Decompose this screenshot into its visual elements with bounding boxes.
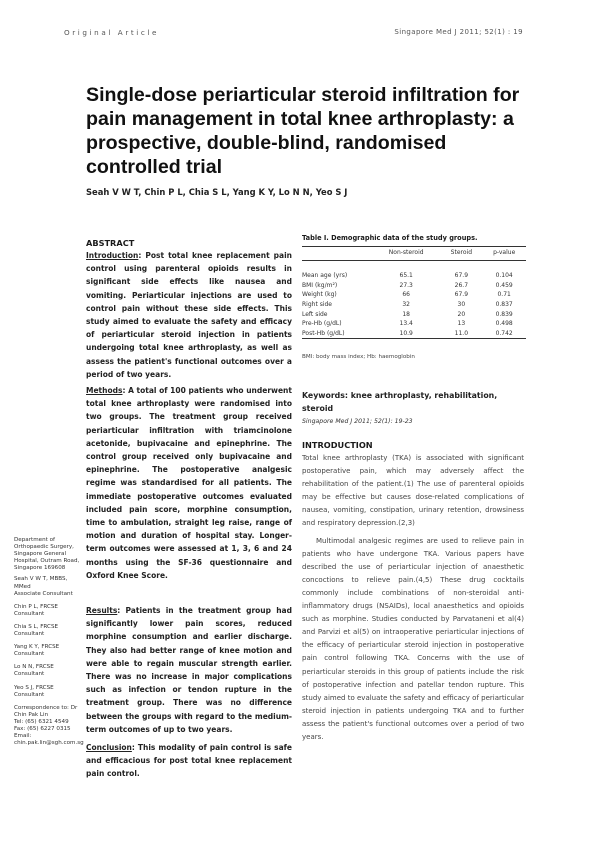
table-cell: 0.71	[497, 291, 511, 299]
table-cell: 0.459	[495, 281, 513, 289]
author-credential: Yeo S J, FRCSE	[14, 684, 54, 691]
table-cell: Weight (kg)	[302, 291, 337, 299]
table-cell: 0.839	[495, 310, 513, 318]
affiliation-sidebar	[14, 537, 84, 747]
fax: Fax: (65) 6227 0315	[14, 725, 71, 732]
table-header-cell: Non-steroid	[372, 247, 440, 261]
table-cell: 32	[402, 301, 410, 309]
methods-label: Methods	[86, 386, 123, 395]
author-role: Consultant	[14, 610, 45, 617]
table-row	[302, 281, 526, 291]
table-cell: 0.104	[495, 272, 513, 280]
table-cell: 67.9	[454, 291, 469, 299]
introduction-heading: INTRODUCTION	[302, 440, 373, 450]
table-cell: 66	[402, 291, 410, 299]
table-cell: 13	[457, 320, 466, 328]
table-cell: Mean age (yrs)	[302, 272, 348, 280]
table-row	[302, 261, 526, 281]
table-cell: Post-Hb (g/dL)	[302, 329, 372, 339]
author-role: Consultant	[14, 651, 45, 658]
table-cell: 18	[402, 310, 410, 318]
table-cell: Pre-Hb (g/dL)	[302, 320, 342, 328]
table-cell: 67.9	[454, 272, 469, 280]
table-cell: 30	[457, 301, 466, 309]
demographics-table	[302, 246, 526, 339]
table-cell: 0.742	[482, 329, 526, 339]
results-label: Results	[86, 606, 118, 615]
introduction-label: Introduction	[86, 251, 139, 260]
table-header-cell: Steroid	[440, 247, 482, 261]
table-cell: 13.4	[399, 320, 413, 328]
table-row	[302, 290, 526, 300]
table-header-row	[302, 247, 526, 261]
table-cell: 27.3	[399, 281, 413, 289]
table-cell: 10.9	[372, 329, 440, 339]
author-role: Consultant	[14, 691, 45, 698]
journal-reference: Singapore Med J 2011; 52(1) : 19	[394, 28, 523, 36]
department-address: Department of Orthopaedic Surgery, Singapore General Hospital, Outram Road, Singapore 169608	[14, 537, 80, 572]
table-header-cell	[302, 247, 372, 261]
introduction-body	[302, 452, 524, 744]
author-list: Seah V W T, Chin P L, Chia S L, Yang K Y, Lo N N, Yeo S J	[86, 187, 348, 197]
table-footnote: BMI: body mass index; Hb: haemoglobin	[302, 354, 415, 360]
author-credential: Chin P L, FRCSE	[14, 603, 58, 610]
introduction-text: : Post total knee replacement pain control using parenteral opioids results in significant side effects like nausea and vomiting. Periarticular injections are used to control pain without these side effects. This study aimed to evaluate the safety and efficacy of periarticular steroid injection in patients undergoing total knee arthroplasty, as well as assess the patient's functional outcomes over a period of two years.	[86, 251, 292, 379]
paragraph: Multimodal analgesic regimes are used to relieve pain in patients who have undergone TKA. Various papers have described the use of periarticular injection of anaesthetic concoctions to relieve pain.(4,5) These drug cocktails commonly include combinations of non-steroidal anti-inflammatory drugs (NSAIDs), local anaesthetics and opioids such as morphine. Studies conducted by Parvataneni et al(4) and Parvizi et al(5) on intraoperative periarticular injections of the efficacy of periarticular steroid injection in postoperative pain control following TKA. Concerns with the use of periarticular steroids in this group of patients include the risk of postoperative infection and patellar tendon rupture. This study aimed to evaluate the safety and efficacy of periarticular steroid injection in patients undergoing TKA and to further assess the patient's functional outcomes over a period of two years.	[302, 536, 524, 741]
author-credential: Lo N N, FRCSE	[14, 664, 54, 671]
abstract-methods	[86, 384, 292, 582]
abstract-results	[86, 604, 292, 736]
section-label: Original Article	[64, 28, 160, 37]
author-credential: Seah V W T, MBBS, MMed	[14, 576, 68, 590]
table-row	[302, 300, 526, 310]
table-cell: Right side	[302, 301, 332, 309]
table-cell: Left side	[302, 310, 328, 318]
author-role: Associate Consultant	[14, 590, 73, 597]
email: Email: chin.pak.lin@sgh.com.sg	[14, 733, 84, 747]
table-cell: 20	[457, 310, 466, 318]
table-cell: 0.837	[495, 301, 513, 309]
conclusion-label: Conclusion	[86, 743, 132, 752]
results-text: : Patients in the treatment group had significantly lower pain scores, reduced morphine consumption and earlier discharge. They also had better range of knee motion and were able to regain muscular strength earlier. There was no increase in major complications such as infection or tendon rupture in the treatment group. There was no difference between the groups with regard to the medium-term outcomes of up to two years.	[86, 606, 292, 734]
correspondence: Correspondence to: Dr Chin Pak Lin	[14, 704, 78, 718]
table-cell: 0.498	[495, 320, 513, 328]
telephone: Tel: (65) 6321 4549	[14, 718, 69, 725]
citation: Singapore Med J 2011; 52(1): 19-23	[302, 418, 413, 425]
table-cell: 26.7	[454, 281, 469, 289]
table-cell: 65.1	[399, 272, 413, 280]
abstract-conclusion	[86, 741, 292, 781]
table-cell: BMI (kg/m²)	[302, 281, 338, 289]
table-row	[302, 329, 526, 339]
author-role: Consultant	[14, 671, 45, 678]
author-credential: Chia S L, FRCSE	[14, 623, 59, 630]
author-role: Consultant	[14, 631, 45, 638]
table-title: Table I. Demographic data of the study groups.	[302, 234, 478, 242]
keywords: Keywords: knee arthroplasty, rehabilitation, steroid	[302, 391, 498, 413]
article-title: Single-dose periarticular steroid infiltration for pain management in total knee arthroplasty: a prospective, double-blind, randomised controlled trial	[86, 84, 520, 178]
paragraph: Total knee arthroplasty (TKA) is associated with significant postoperative pain, which may adversely affect the rehabilitation of the patient.(1) The use of parenteral opioids may be effective but causes dose-related complications of nausea, vomiting, constipation, urinary retention, drowsiness and respiratory depression.(2,3)	[302, 454, 524, 528]
table-cell: 11.0	[440, 329, 482, 339]
author-credential: Yang K Y, FRCSE	[14, 644, 60, 651]
abstract-introduction	[86, 249, 292, 381]
conclusion-text: : This modality of pain control is safe and efficacious for post total knee replacement pain control.	[86, 743, 292, 779]
table-row	[302, 319, 526, 329]
table-header-cell: p-value	[482, 247, 526, 261]
table-row	[302, 309, 526, 319]
abstract-heading: ABSTRACT	[86, 238, 135, 248]
methods-text: : A total of 100 patients who underwent total knee arthroplasty were randomised into two groups. The treatment group received periarticular infiltration with triamcinolone acetonide, bupivacaine and epinephrine. The control group received only bupivacaine and epinephrine. The postoperative analgesic regime was standardised for all patients. The immediate postoperative outcomes evaluated included pain score, morphine consumption, time to ambulation, straight leg raise, range of motion and duration of hospital stay. Longer-term outcomes were assessed at 1, 3, 6 and 24 months using the SF-36 questionnaire and Oxford Knee Score.	[86, 386, 292, 580]
